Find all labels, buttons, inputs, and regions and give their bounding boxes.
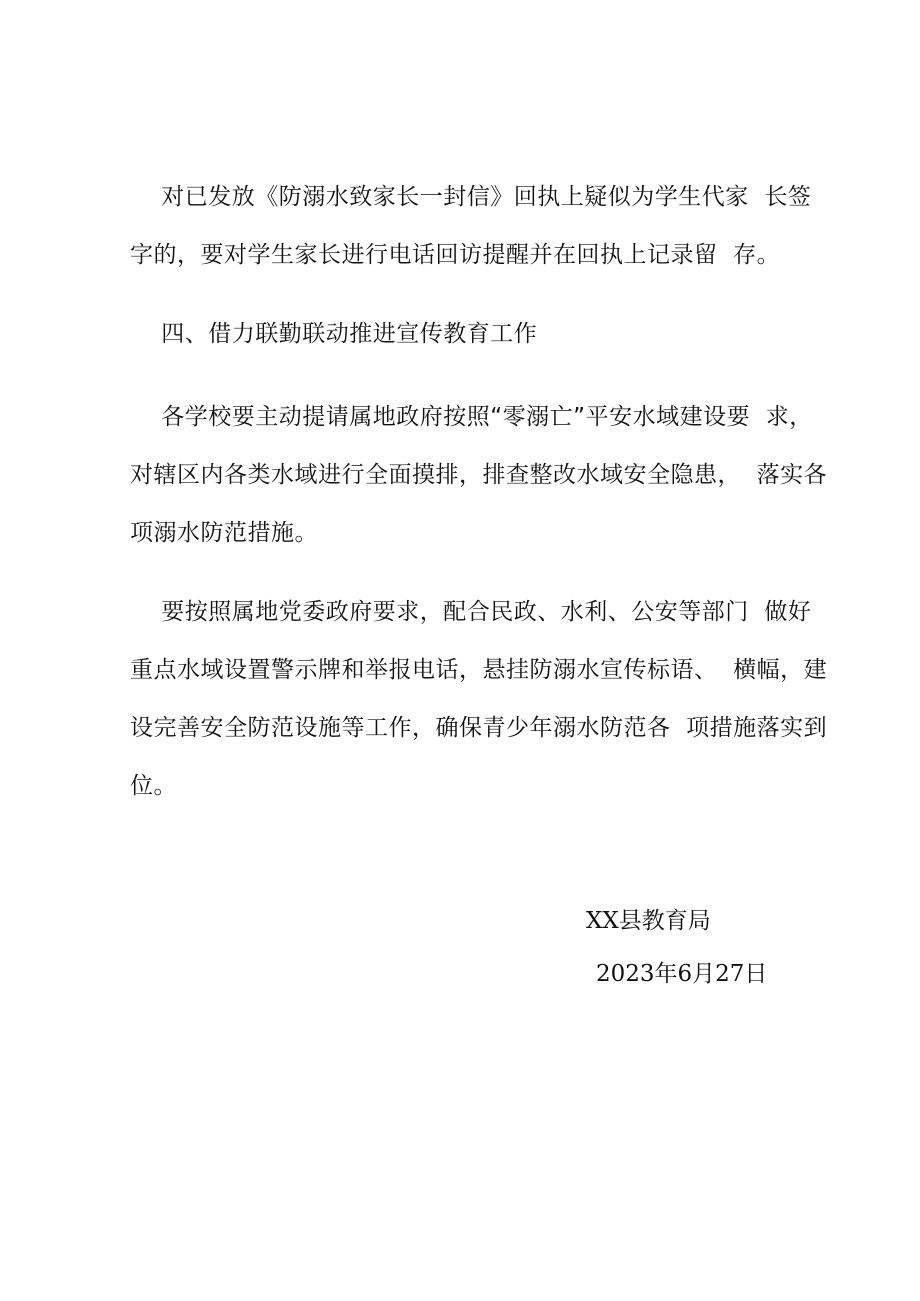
paragraph-2-line-3: 项溺水防范措施。 — [130, 520, 318, 546]
paragraph-2-line-2: 对辖区内各类水域进行全面摸排，排查整改水域安全隐患， 落实各 — [130, 462, 828, 488]
paragraph-1-line-1: 对已发放《防溺水致家长一封信》回执上疑似为学生代家 长签 — [130, 184, 812, 210]
section-heading-4: 四、借力联勤联动推进宣传教育工作 — [130, 321, 538, 347]
paragraph-3-line-4: 位。 — [130, 773, 177, 799]
signoff-organization: XX县教育局 — [586, 908, 711, 934]
paragraph-1-line-2: 字的，要对学生家长进行电话回访提醒并在回执上记录留 存。 — [130, 242, 781, 268]
signoff-date: 2023年6月27日 — [596, 961, 768, 987]
paragraph-2-line-1: 各学校要主动提请属地政府按照“零溺亡”平安水域建设要 求， — [130, 404, 813, 430]
paragraph-3-line-3: 设完善安全防范设施等工作，确保青少年溺水防范各 项措施落实到 — [130, 715, 828, 741]
paragraph-3-line-1: 要按照属地党委政府要求，配合民政、水利、公安等部门 做好 — [130, 599, 812, 625]
paragraph-3-line-2: 重点水域设置警示牌和举报电话，悬挂防溺水宣传标语、 横幅，建 — [130, 657, 828, 683]
